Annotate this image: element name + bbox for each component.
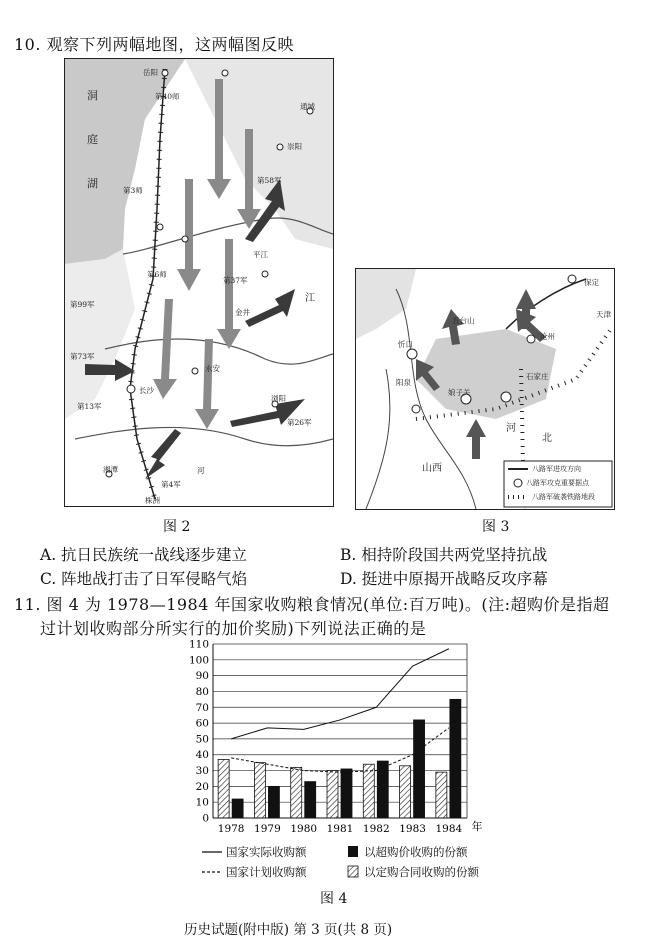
legend-actual: 国家实际收购额 (226, 845, 307, 859)
legend-contract: 以定购合同收购的份额 (364, 865, 479, 879)
x-tick-label: 1983 (399, 823, 426, 835)
fig2-label: 湖 (87, 177, 98, 190)
bar-contract (254, 763, 265, 818)
fig2-label: 株洲 (145, 496, 160, 505)
fig2-label: 河 (197, 466, 205, 475)
page-footer: 历史试题(附中版) 第 3 页(共 8 页) (184, 922, 393, 938)
x-tick-label: 1984 (435, 823, 463, 835)
fig2-label: 第58军 (257, 176, 282, 185)
figure-2-map (64, 58, 334, 507)
y-tick-label: 90 (195, 670, 209, 683)
fig2-label: 金井 (235, 308, 250, 317)
figure-2-caption: 图 2 (163, 519, 191, 535)
bar-over-quota (414, 720, 425, 818)
figure-2-map-graphic (65, 59, 333, 506)
bar-contract (400, 766, 411, 818)
fig2-label: 第26军 (287, 418, 312, 427)
fig3-legend-item: 八路军攻克重要据点 (526, 479, 589, 487)
fig3-label: 阳泉 (396, 378, 411, 387)
fig2-label: 洞 (87, 89, 98, 102)
fig3-label: 保定 (584, 278, 599, 287)
fig2-label: 第37军 (223, 276, 248, 285)
y-tick-label: 100 (188, 654, 209, 667)
y-tick-label: 0 (202, 812, 209, 825)
fig2-label: 第3师 (123, 186, 143, 195)
figure-3-map (355, 268, 615, 510)
fig3-legend-item: 八路军进攻方向 (532, 465, 581, 473)
y-tick-label: 40 (195, 749, 209, 762)
fig2-label: 第40师 (155, 92, 180, 101)
fig3-label: 五台山 (452, 316, 475, 325)
bar-contract (291, 767, 302, 818)
fig3-legend-item: 八路军破袭铁路地段 (532, 493, 595, 501)
bar-contract (327, 771, 338, 818)
fig2-label: 第13军 (77, 402, 102, 411)
fig2-label: 湘潭 (103, 465, 118, 474)
x-tick-label: 1979 (254, 823, 281, 835)
fig3-label: 忻口 (398, 340, 413, 349)
bar-over-quota (377, 761, 388, 818)
question-10-stem: 10. 观察下列两幅地图，这两幅图反映 (14, 35, 295, 54)
option-b: B. 相持阶段国共两党坚持抗战 (340, 546, 548, 564)
y-tick-label: 110 (188, 640, 209, 651)
fig2-label: 永安 (205, 364, 220, 373)
fig2-label: 通城 (300, 102, 315, 111)
fig2-label: 长沙 (139, 386, 154, 395)
y-tick-label: 20 (195, 780, 209, 793)
fig2-label: 第73军 (70, 352, 95, 361)
bar-over-quota (268, 786, 279, 818)
y-tick-label: 80 (195, 685, 209, 698)
y-tick-label: 50 (195, 733, 209, 746)
bar-over-quota (341, 769, 352, 818)
fig2-label: 第6师 (147, 270, 167, 279)
figure-4-legend (200, 844, 500, 884)
y-tick-label: 10 (195, 796, 209, 809)
figure-3-caption: 图 3 (482, 519, 510, 535)
legend-over: 以超购价收购的份额 (364, 845, 468, 859)
fig2-label: 平江 (253, 250, 268, 259)
fig2-label: 江 (305, 293, 315, 304)
figure-4-chart (185, 640, 495, 840)
x-tick-label: 1981 (326, 823, 354, 835)
question-11-stem-line2: 过计划收购部分所实行的加价奖励)下列说法正确的是 (40, 619, 427, 638)
x-tick-label: 1980 (290, 823, 318, 835)
y-tick-label: 70 (195, 701, 209, 714)
option-c: C. 阵地战打击了日军侵略气焰 (40, 570, 248, 588)
fig3-label: 山西 (422, 463, 442, 474)
fig2-label: 第99军 (70, 300, 95, 309)
bar-contract (436, 772, 447, 818)
figure-4-chart-svg (185, 640, 495, 840)
option-a: A. 抗日民族统一战线逐步建立 (40, 546, 248, 564)
fig3-label: 石家庄 (526, 372, 549, 381)
fig3-label: 娘子关 (448, 388, 471, 397)
question-11-stem-line1: 11. 图 4 为 1978—1984 年国家收购粮食情况(单位:百万吨)。(注:超购价是指超 (14, 595, 610, 614)
fig3-label: 天津 (596, 310, 611, 319)
y-tick-label: 30 (195, 765, 209, 778)
legend-plan: 国家计划收购额 (226, 865, 307, 879)
fig3-label: 沧州 (540, 332, 555, 341)
y-tick-label: 60 (195, 717, 209, 730)
fig2-label: 浏阳 (271, 394, 286, 403)
fig2-label: 庭 (87, 133, 98, 146)
fig3-label: 北 (542, 433, 552, 444)
bar-contract (363, 764, 374, 818)
x-tick-label: 1982 (362, 823, 390, 835)
bar-over-quota (232, 799, 243, 818)
x-tick-label: 1978 (217, 823, 245, 835)
x-axis-label: 年 (471, 820, 483, 833)
bar-over-quota (305, 782, 316, 818)
figure-4-caption: 图 4 (320, 891, 348, 907)
fig2-label: 第4军 (161, 480, 181, 489)
fig2-label: 岳阳 (143, 68, 158, 77)
option-d: D. 挺进中原揭开战略反攻序幕 (340, 570, 548, 588)
bar-contract (218, 759, 229, 818)
fig3-label: 河 (506, 423, 516, 434)
fig2-label: 崇阳 (287, 142, 302, 151)
bar-over-quota (450, 699, 461, 818)
